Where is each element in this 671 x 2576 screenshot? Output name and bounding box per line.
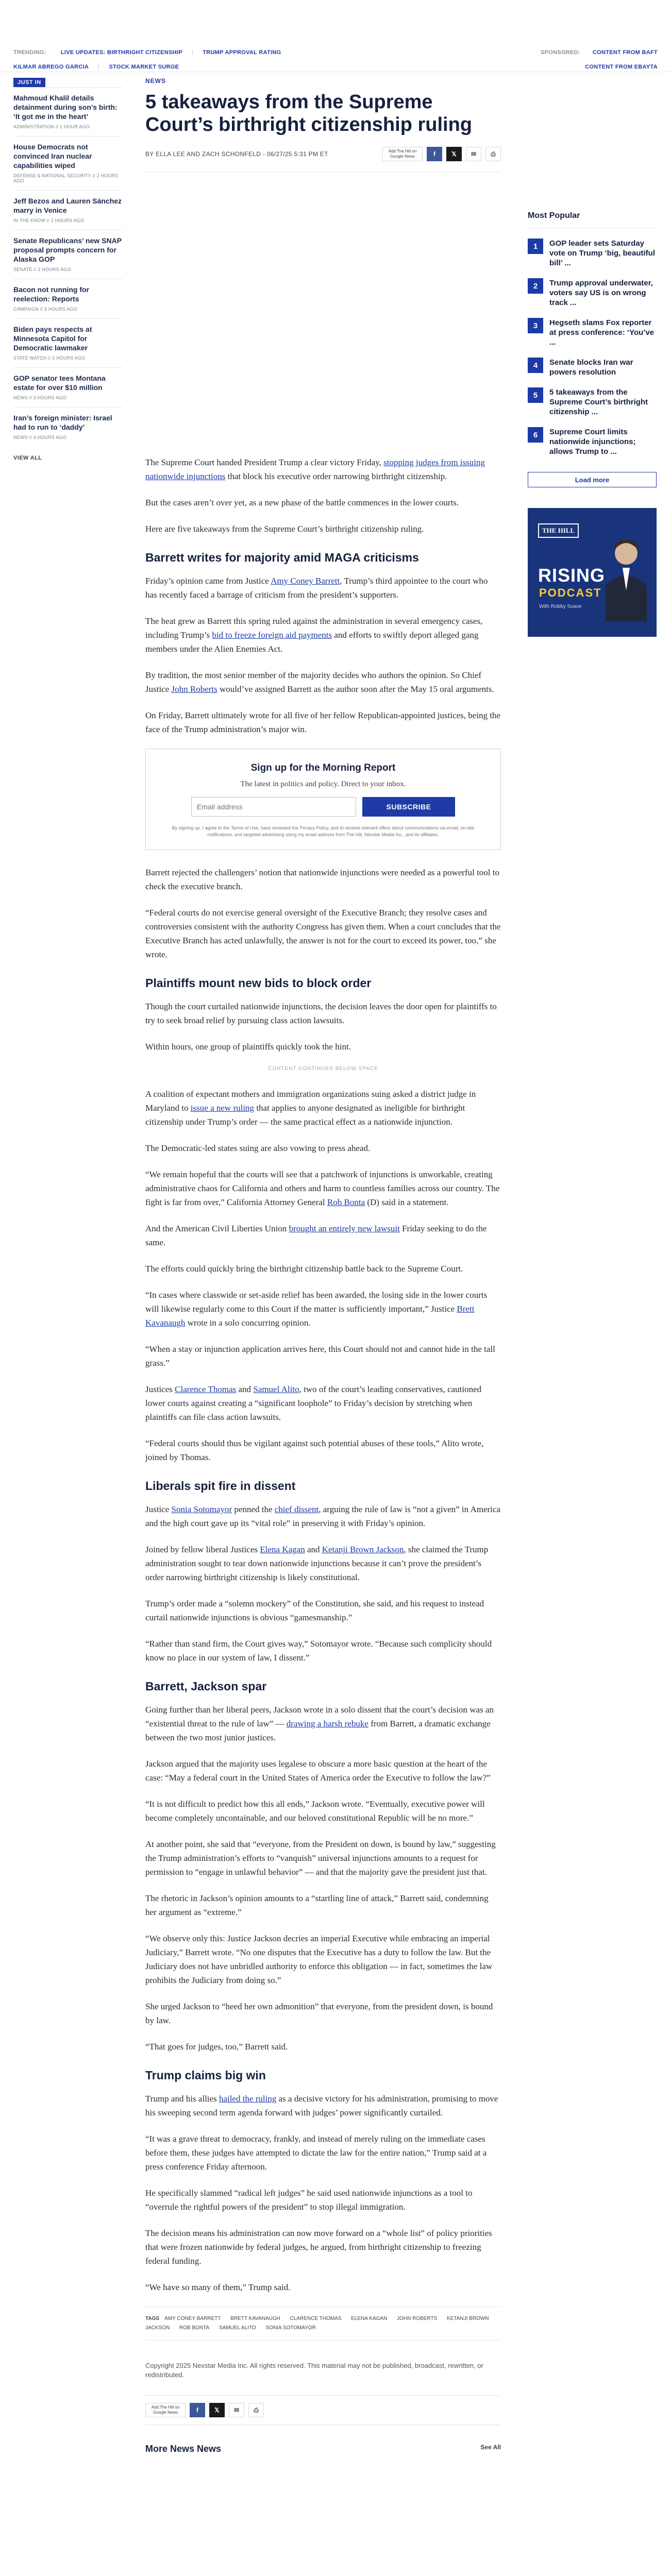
paragraph: Joined by fellow liberal Justices Elena Kagan and Ketanji Brown Jackson, she claimed the Trump administration sought to tear down nationwide injunctions because it can’t prove the president’s order narrowing birthright citizenship is likely constitutional. xyxy=(145,1545,489,1582)
paragraph: Friday’s opinion came from Justice Amy Coney Barrett, Trump’s third appointee to the court who has recently faced a barrage of criticism from the president’s supporters. xyxy=(145,576,488,600)
trending-link[interactable]: TRUMP APPROVAL RATING xyxy=(203,49,281,56)
rail-item-meta: NEWS // 3 HOURS AGO xyxy=(13,395,66,400)
rail-item-title[interactable]: Jeff Bezos and Lauren Sánchez marry in Venice xyxy=(13,197,122,214)
more-news-title: More News News xyxy=(145,2444,222,2454)
paragraph: “We have so many of them,” Trump said. xyxy=(145,2282,291,2292)
paragraph: Justices Clarence Thomas and Samuel Alito, two of the court’s leading conservatives, cautioned lower courts against creating a “significant loophole” to Friday’s decision by stretching when plaintiffs can file class action lawsuits. xyxy=(145,1384,482,1422)
list-item[interactable] xyxy=(528,427,657,456)
paragraph: But the cases aren’t over yet, as a new phase of the battle commences in the lower courts. xyxy=(145,498,459,507)
rail-item-title[interactable]: Bacon not running for reelection: Reports xyxy=(13,285,89,303)
print-icon[interactable]: ⎙ xyxy=(248,2403,264,2417)
list-item[interactable] xyxy=(13,407,123,447)
just-in-header: JUST IN xyxy=(13,78,45,87)
google-news-button[interactable]: Add The Hill on Google News xyxy=(382,147,423,161)
more-news-header xyxy=(145,2444,501,2454)
see-all-link[interactable]: See All xyxy=(480,2444,501,2451)
tag-link[interactable]: JOHN ROBERTS xyxy=(397,2316,438,2321)
email-icon[interactable]: ✉ xyxy=(229,2403,244,2417)
sponsored-link[interactable]: CONTENT FROM BAFT xyxy=(592,49,658,56)
paragraph: “In cases where classwide or set-aside relief has been awarded, the losing side in the lower courts will likewise regularly come to this Court if the matter is sufficiently important,” Justice Brett Kavanaugh wrote in a solo concurring opinion. xyxy=(145,1290,488,1328)
paragraph: “It was a grave threat to democracy, frankly, and instead of merely ruling on the immediate cases before them, these judges have attempted to dictate the law for the entire nation,” Trump said at a press conference Friday afternoon. xyxy=(145,2134,487,2172)
paragraph: The heat grew as Barrett this spring ruled against the administration in several emergency cases, including Trump’s bid to freeze foreign aid payments and efforts to swiftly deport alleged gang members under the Alien Enemies Act. xyxy=(145,616,483,654)
article-body xyxy=(145,455,501,2294)
newsletter-title: Sign up for the Morning Report xyxy=(250,762,396,773)
paragraph: The Democratic-led states suing are also vowing to press ahead. xyxy=(145,1143,371,1153)
print-icon[interactable]: ⎙ xyxy=(485,147,501,161)
list-item[interactable] xyxy=(528,318,657,347)
inline-link[interactable]: John Roberts xyxy=(171,684,217,694)
copyright-notice: Copyright 2025 Nexstar Media Inc. All rights reserved. This material may not be published, broadcast, rewritten, or redistributed. xyxy=(145,2362,483,2379)
email-field[interactable] xyxy=(191,797,356,817)
paragraph: Justice Sonia Sotomayor penned the chief dissent, arguing the rule of law is “not a given” in America and the high court gave up its “vital role” in preserving it with Friday’s opinion. xyxy=(145,1504,500,1528)
article-main xyxy=(145,77,501,2454)
paragraph: At another point, she said that “everyone, from the President on down, is bound by law,” suggesting the Trump administration’s efforts to “vanquish” universal injunctions amounts to a request for permission to “engage in unlawful behavior” — and that the majority gave the president just that. xyxy=(145,1839,496,1877)
trending-bar xyxy=(0,0,671,72)
paragraph: “Federal courts do not exercise general oversight of the Executive Branch; they resolve cases and controversies consistent with the authority Congress has given them. When a court concludes that the Executive Branch has acted unlawfully, the answer is not for the court to exceed its power, too,” she wrote. xyxy=(145,908,501,959)
tag-link[interactable]: BRETT KAVANAUGH xyxy=(230,2316,280,2321)
x-icon[interactable]: 𝕏 xyxy=(446,147,462,161)
ad-podcast-text: PODCAST xyxy=(539,586,602,599)
host-portrait-icon xyxy=(603,534,649,621)
paragraph: “We observe only this: Justice Jackson decries an imperial Executive while embracing an imperial Judiciary,” Barrett wrote. “No one disputes that the Executive has a duty to follow the law. But the Judiciary does not have unbridled authority to enforce this obligation — in fact, sometimes the law prohibits the Judiciary from doing so.” xyxy=(145,1934,493,1985)
google-news-button[interactable]: Add The Hill on Google News xyxy=(145,2403,186,2417)
paragraph: “Federal courts should thus be vigilant against such potential abuses of these tools,” Alito wrote, joined by Thomas. xyxy=(145,1438,484,1462)
inline-link[interactable]: Clarence Thomas xyxy=(175,1384,237,1394)
sponsored-link[interactable]: CONTENT FROM EBAYTA xyxy=(585,64,658,70)
list-item[interactable] xyxy=(13,279,123,318)
popular-title[interactable]: Trump approval underwater, voters say US is on wrong track ... xyxy=(549,279,653,307)
rail-item-title[interactable]: Mahmoud Khalil details detainment during son’s birth: ‘It got me in the heart’ xyxy=(13,94,118,121)
tag-link[interactable]: CLARENCE THOMAS xyxy=(290,2316,342,2321)
list-item[interactable] xyxy=(13,136,123,190)
inline-link[interactable]: Samuel Alito xyxy=(253,1384,299,1394)
tags-label: TAGS xyxy=(145,2316,160,2321)
paragraph: “When a stay or injunction application arrives here, this Court should not and cannot hide in the tall grass.” xyxy=(145,1344,495,1368)
most-popular-title: Most Popular xyxy=(528,211,657,228)
paragraph: “We remain hopeful that the courts will see that a patchwork of injunctions is unworkable, creating administrative chaos for California and others and harm to countless families across our country. The fight is far from over,” California Attorney General Rob Bonta (D) said in a statement. xyxy=(145,1170,500,1207)
content-continues-label: CONTENT CONTINUES BELOW SPACE xyxy=(268,1066,378,1072)
paragraph: Though the court curtailed nationwide injunctions, the decision leaves the door open for plaintiffs to try to seek broad relief by pursuing class action lawsuits. xyxy=(145,1002,497,1025)
paragraph: Jackson argued that the majority uses legalese to obscure a more basic question at the heart of the case: “May a federal court in the United States of America order the Executive to follow the law?” xyxy=(145,1759,491,1783)
rank-badge: 4 xyxy=(528,358,543,373)
paragraph: “That goes for judges, too,” Barrett said. xyxy=(145,2042,288,2052)
inline-link[interactable]: chief dissent xyxy=(274,1504,319,1514)
view-all-link[interactable]: VIEW ALL xyxy=(13,455,42,461)
inline-link[interactable]: Rob Bonta xyxy=(327,1197,365,1207)
paragraph: She urged Jackson to “heed her own admonition” that everyone, from the president down, is bound by law. xyxy=(145,2002,493,2025)
popular-title[interactable]: Supreme Court limits nationwide injunctions; allows Trump to ... xyxy=(549,428,636,456)
hero-media-area xyxy=(145,172,501,455)
newsletter-subtitle: The latest in politics and policy. Direct to your inbox. xyxy=(240,780,406,788)
paragraph: By tradition, the most senior member of the majority decides who authors the opinion. So Chief Justice John Roberts would’ve assigned Barrett as the author soon after the May 15 oral arguments. xyxy=(145,670,494,694)
podcast-ad[interactable] xyxy=(528,508,657,637)
trending-separator: | xyxy=(98,64,100,70)
share-bar-bottom xyxy=(145,2395,501,2425)
ad-rising-text: RISING xyxy=(538,565,606,586)
trending-link[interactable]: KILMAR ABREGO GARCIA xyxy=(13,64,89,70)
trending-row xyxy=(13,62,658,72)
list-item[interactable] xyxy=(528,358,657,377)
inline-link[interactable]: drawing a harsh rebuke xyxy=(286,1719,368,1728)
newsletter-legal: By signing up, I agree to the Terms of Use, have reviewed the Privacy Policy, and to receive relevant offers about communications via email, on-site notifications, and targeted advertising using my email address from The Hill, Nexstar Media Inc., and its affiliates. xyxy=(172,825,475,837)
byline: BY ELLA LEE AND ZACH SCHONFELD - 06/27/25 5:31 PM ET xyxy=(145,150,328,158)
rail-item-title[interactable]: Senate Republicans’ new SNAP proposal prompts concern for Alaska GOP xyxy=(13,236,122,263)
tags-row xyxy=(145,2307,501,2341)
sponsored-label: SPONSORED: xyxy=(540,49,580,56)
newsletter-form xyxy=(164,797,482,817)
page-title: 5 takeaways from the Supreme Court’s birthright citizenship ruling xyxy=(145,91,473,135)
inline-link[interactable]: Amy Coney Barrett xyxy=(271,576,340,586)
paragraph: Barrett rejected the challengers’ notion that nationwide injunctions were needed as a powerful tool to check the executive branch. xyxy=(145,868,499,891)
rail-item-meta: STATE WATCH // 3 HOURS AGO xyxy=(13,355,86,361)
paragraph: Trump and his allies hailed the ruling as a decisive victory for his administration, promising to move his sweeping second term agenda forward with judges’ power significantly curtailed. xyxy=(145,2094,498,2117)
facebook-icon[interactable]: f xyxy=(190,2403,205,2417)
tag-link[interactable]: SONIA SOTOMAYOR xyxy=(265,2325,316,2331)
byline-row xyxy=(145,146,501,162)
section-label[interactable]: NEWS xyxy=(145,77,166,84)
just-in-rail xyxy=(13,77,123,461)
rail-item-title[interactable]: House Democrats not convinced Iran nuclear capabilities wiped xyxy=(13,143,92,170)
rail-item-meta: SENATE // 2 HOURS AGO xyxy=(13,267,71,272)
ad-host-text: With Robby Soave xyxy=(539,604,582,609)
ad-logo: THE HILL xyxy=(538,523,579,538)
inline-link[interactable]: Ketanji Brown Jackson xyxy=(322,1545,404,1554)
rank-badge: 5 xyxy=(528,387,543,403)
tag-link[interactable]: AMY CONEY BARRETT xyxy=(164,2316,221,2321)
rail-item-meta: ADMINISTRATION // 1 HOUR AGO xyxy=(13,124,90,129)
tag-link[interactable]: SAMUEL ALITO xyxy=(219,2325,256,2331)
inline-link[interactable]: bid to freeze foreign aid payments xyxy=(212,630,332,640)
inline-link[interactable]: hailed the ruling xyxy=(219,2094,277,2104)
newsletter-signup xyxy=(145,749,501,850)
paragraph: He specifically slammed “radical left judges” he said used nationwide injunctions as a tool to “overrule the rightful powers of the president” to stop illegal immigration. xyxy=(145,2188,473,2212)
rail-item-title[interactable]: GOP senator tees Montana estate for over $10 million xyxy=(13,374,106,392)
trending-link[interactable]: LIVE UPDATES: BIRTHRIGHT CITIZENSHIP xyxy=(60,49,182,56)
most-popular-rail xyxy=(528,211,657,637)
email-icon[interactable]: ✉ xyxy=(466,147,481,161)
tag-link[interactable]: ELENA KAGAN xyxy=(351,2316,388,2321)
inline-link[interactable]: stopping judges from issuing nationwide injunctions xyxy=(145,457,485,481)
list-item[interactable] xyxy=(528,387,657,417)
paragraph: A coalition of expectant mothers and immigration organizations suing asked a district judge in Maryland to issue a new ruling that applies to anyone designated as ineligible for birthright citizenship under Trump’s order — the same practical effect as a nationwide injunction. xyxy=(145,1089,476,1127)
popular-title[interactable]: Senate blocks Iran war powers resolution xyxy=(549,358,633,377)
rank-badge: 1 xyxy=(528,239,543,254)
paragraph: The efforts could quickly bring the birthright citizenship battle back to the Supreme Court. xyxy=(145,1264,463,1274)
popular-title[interactable]: GOP leader sets Saturday vote on Trump ‘big, beautiful bill’ ... xyxy=(549,239,655,267)
list-item[interactable] xyxy=(13,318,123,367)
rail-item-title[interactable]: Iran’s foreign minister: Israel had to run to ‘daddy’ xyxy=(13,414,112,431)
share-bar xyxy=(382,147,501,161)
paragraph: Within hours, one group of plaintiffs quickly took the hint. xyxy=(145,1042,351,1052)
x-icon[interactable]: 𝕏 xyxy=(209,2403,225,2417)
section-heading: Plaintiffs mount new bids to block order xyxy=(145,976,372,990)
list-item[interactable] xyxy=(528,278,657,308)
popular-title[interactable]: 5 takeaways from the Supreme Court’s birthright citizenship ... xyxy=(549,388,648,416)
tag-link[interactable]: KETANJI BROWN JACKSON xyxy=(145,2316,489,2331)
rail-item-title[interactable]: Biden pays respects at Minnesota Capitol for Democratic lawmaker xyxy=(13,325,92,352)
rail-item-meta: DEFENSE & NATIONAL SECURITY // 2 HOURS AGO xyxy=(13,173,118,183)
rank-badge: 6 xyxy=(528,427,543,443)
section-heading: Liberals spit fire in dissent xyxy=(145,1479,296,1493)
paragraph: “Rather than stand firm, the Court gives way,” Sotomayor wrote. “Because such complicity should know no place in our system of law, I dissent.” xyxy=(145,1639,492,1663)
load-more-button[interactable]: Load more xyxy=(528,472,657,487)
rank-badge: 2 xyxy=(528,278,543,294)
list-item[interactable] xyxy=(13,367,123,407)
section-heading: Trump claims big win xyxy=(145,2069,266,2082)
paragraph: The Supreme Court handed President Trump a clear victory Friday, stopping judges from issuing nationwide injunctions that block his executive order narrowing birthright citizenship. xyxy=(145,457,485,481)
paragraph: And the American Civil Liberties Union brought an entirely new lawsuit Friday seeking to do the same. xyxy=(145,1224,487,1247)
section-heading: Barrett writes for majority amid MAGA criticisms xyxy=(145,551,419,564)
paragraph: Trump’s order made a “solemn mockery” of the Constitution, she said, and his request to instead curtail nationwide injunctions is obvious “gamesmanship.” xyxy=(145,1599,484,1622)
list-item[interactable] xyxy=(13,230,123,279)
list-item[interactable] xyxy=(528,239,657,268)
list-item[interactable] xyxy=(13,190,123,230)
paragraph: On Friday, Barrett ultimately wrote for all five of her fellow Republican-appointed justices, being the face of the Trump administration’s major win. xyxy=(145,710,501,734)
paragraph: The decision means his administration can now move forward on a “whole list” of policy priorities that were frozen nationwide by federal judges, he argued, from birthright citizenship to freezing federal funding. xyxy=(145,2228,492,2266)
rail-item-meta: IN THE KNOW // 2 HOURS AGO xyxy=(13,218,85,223)
list-item[interactable] xyxy=(13,87,123,136)
tag-link[interactable]: ROB BONTA xyxy=(179,2325,210,2331)
trending-link[interactable]: STOCK MARKET SURGE xyxy=(109,64,179,70)
inline-link[interactable]: Elena Kagan xyxy=(260,1545,305,1554)
paragraph: The rhetoric in Jackson’s opinion amounts to a “startling line of attack,” Barrett said, condemning her argument as “extreme.” xyxy=(145,1893,489,1917)
facebook-icon[interactable]: f xyxy=(427,147,442,161)
paragraph: “It is not difficult to predict how this all ends,” Jackson wrote. “Eventually, executive power will become completely uncontainable, and our beloved constitutional Republic will be no more.” xyxy=(145,1799,485,1823)
rank-badge: 3 xyxy=(528,318,543,333)
inline-link[interactable]: brought an entirely new lawsuit xyxy=(289,1224,400,1233)
paragraph: Here are five takeaways from the Supreme Court’s birthright citizenship ruling. xyxy=(145,524,424,534)
inline-link[interactable]: Brett Kavanaugh xyxy=(145,1304,475,1328)
paragraph: Going further than her liberal peers, Jackson wrote in a solo dissent that the court’s decision was an “existential threat to the rule of law” — drawing a harsh rebuke from Barrett, a dramatic exchange between the two most junior justices. xyxy=(145,1705,494,1742)
trending-separator: | xyxy=(191,49,194,56)
rail-item-meta: CAMPAIGN // 3 HOURS AGO xyxy=(13,307,77,312)
trending-row xyxy=(13,47,658,58)
rail-item-meta: NEWS // 4 HOURS AGO xyxy=(13,435,66,440)
popular-title[interactable]: Hegseth slams Fox reporter at press conference: ‘You’ve ... xyxy=(549,318,655,347)
section-heading: Barrett, Jackson spar xyxy=(145,1680,267,1693)
subscribe-button[interactable]: SUBSCRIBE xyxy=(362,797,455,817)
trending-label: TRENDING: xyxy=(13,49,46,56)
inline-link[interactable]: issue a new ruling xyxy=(190,1103,255,1113)
inline-link[interactable]: Sonia Sotomayor xyxy=(171,1504,232,1514)
